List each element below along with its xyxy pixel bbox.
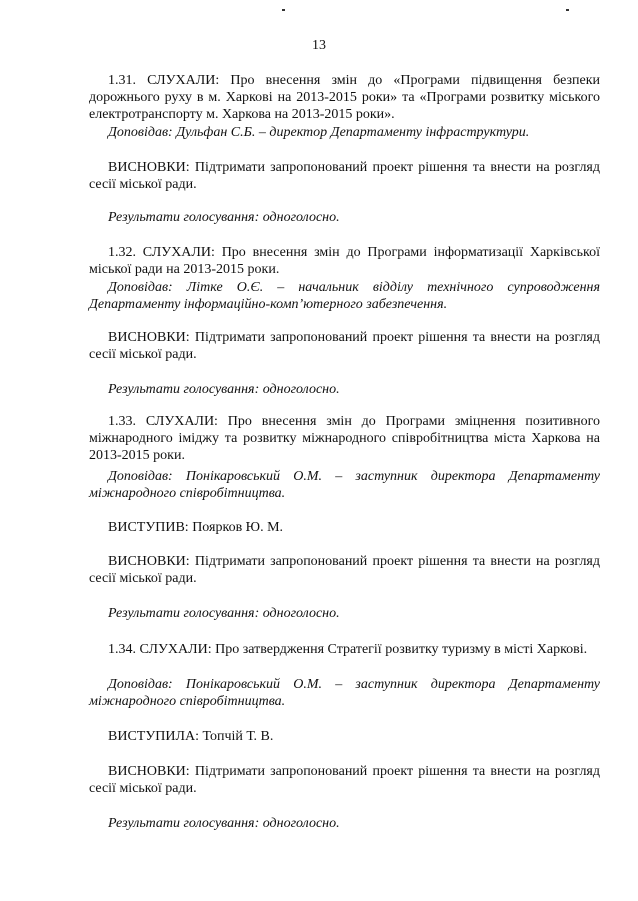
heard-label: 1.32. СЛУХАЛИ: bbox=[108, 245, 215, 260]
page-number: 13 bbox=[312, 38, 326, 53]
item-conclusion bbox=[89, 159, 600, 193]
conclusion-label: ВИСНОВКИ: bbox=[108, 764, 190, 779]
item-vote: Результати голосування: одноголосно. bbox=[108, 210, 340, 225]
item-conclusion bbox=[89, 553, 600, 587]
heard-label: 1.31. СЛУХАЛИ: bbox=[108, 73, 220, 88]
conclusion-label: ВИСНОВКИ: bbox=[108, 330, 190, 345]
item-conclusion bbox=[89, 329, 600, 363]
item-heard bbox=[89, 72, 600, 123]
item-vote: Результати голосування: одноголосно. bbox=[108, 382, 340, 397]
item-speaker: Доповідав: Понікаровський О.М. – заступник директора Департаменту міжнародного співробітництва. bbox=[89, 677, 600, 709]
scan-mark bbox=[282, 9, 285, 11]
heard-text: Про внесення змін до «Програми підвищення безпеки дорожнього руху в м. Харкові на 2013-2015 роки» та «Програми розвитку міського електротранспорту м. Харкова на 2013-2015 роки». bbox=[89, 73, 600, 122]
heard-text: Про затвердження Стратегії розвитку туризму в місті Харкові. bbox=[211, 642, 588, 657]
heard-label: 1.33. СЛУХАЛИ: bbox=[108, 414, 218, 429]
item-vote: Результати голосування: одноголосно. bbox=[108, 816, 340, 831]
item-spoke: ВИСТУПИВ: Поярков Ю. М. bbox=[108, 520, 284, 535]
conclusion-text: Підтримати запропонований проект рішення та внести на розгляд сесії міської ради. bbox=[89, 554, 600, 586]
conclusion-label: ВИСНОВКИ: bbox=[108, 554, 190, 569]
conclusion-text: Підтримати запропонований проект рішення та внести на розгляд сесії міської ради. bbox=[89, 764, 600, 796]
conclusion-label: ВИСНОВКИ: bbox=[108, 160, 190, 175]
item-heard bbox=[89, 413, 600, 464]
conclusion-text: Підтримати запропонований проект рішення та внести на розгляд сесії міської ради. bbox=[89, 160, 600, 192]
heard-text: Про внесення змін до Програми зміцнення позитивного міжнародного іміджу та розвитку міжнародного співробітництва міста Харкова на 2013-2015 роки. bbox=[89, 414, 600, 463]
item-speaker: Доповідав: Дульфан С.Б. – директор Департаменту інфраструктури. bbox=[108, 125, 530, 140]
item-conclusion bbox=[89, 763, 600, 797]
item-speaker: Доповідав: Понікаровський О.М. – заступник директора Департаменту міжнародного співробітництва. bbox=[89, 469, 600, 501]
scan-mark bbox=[566, 9, 569, 11]
item-spoke: ВИСТУПИЛА: Топчій Т. В. bbox=[108, 729, 274, 744]
heard-label: 1.34. СЛУХАЛИ: bbox=[108, 642, 212, 657]
conclusion-text: Підтримати запропонований проект рішення та внести на розгляд сесії міської ради. bbox=[89, 330, 600, 362]
item-speaker: Доповідав: Літке О.Є. – начальник відділу технічного супроводження Департаменту інформаційно-комп’ютерного забезпечення. bbox=[89, 280, 600, 312]
heard-text: Про внесення змін до Програми інформатизації Харківської міської ради на 2013-2015 роки. bbox=[89, 245, 600, 277]
item-heard bbox=[89, 641, 600, 658]
item-vote: Результати голосування: одноголосно. bbox=[108, 606, 340, 621]
item-heard bbox=[89, 244, 600, 278]
